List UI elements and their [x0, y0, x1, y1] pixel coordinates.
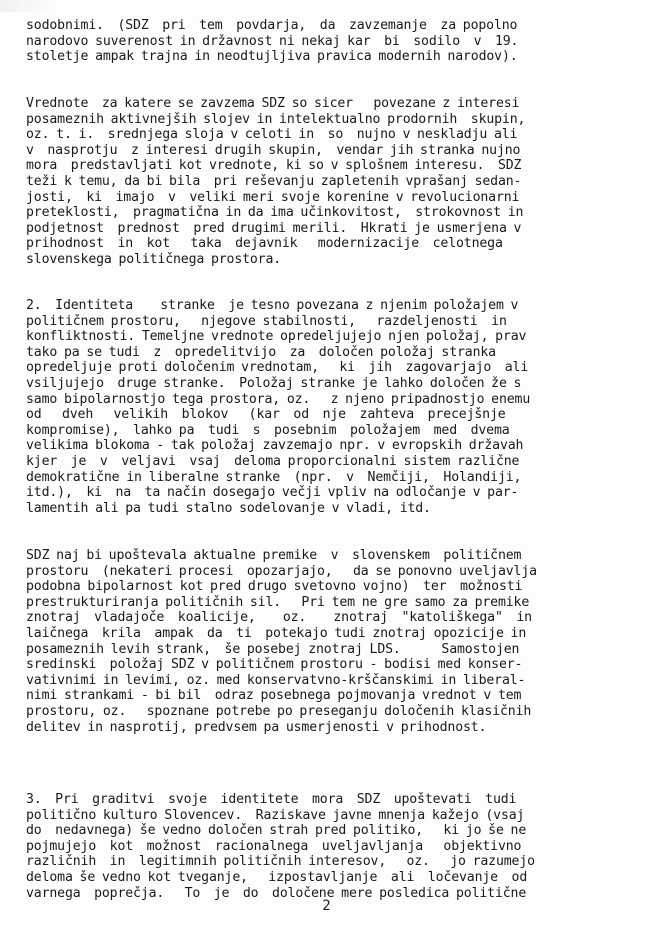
text-line: prostoru, oz. spoznane potrebe po preseganju določenih klasičnih	[26, 703, 532, 719]
text-line: preteklosti, pragmatična in da ima učinkovitost, strokovnost in	[26, 205, 524, 221]
text-line: nimi strankami - bi bil odraz posebnega pojmovanja vrednot v tem	[26, 688, 522, 704]
text-line: narodovo suverenost in državnost ni nekaj kar bi sodilo v 19.	[26, 33, 519, 49]
text-line: oz. t. i. srednjega sloja v celoti in so nujno v neskladju ali	[26, 127, 518, 143]
text-line: različnih in legitimnih političnih interesov, oz. jo razumejo	[26, 854, 535, 870]
text-line: konfliktnosti. Temeljne vrednote opredeljujejo njen položaj, prav	[26, 329, 527, 345]
text-line: vativnimi in levimi, oz. med konservatvno-krščanskimi in liberal-	[26, 672, 526, 688]
text-line: Vrednote za katere se zavzema SDZ so sicer povezane z interesi	[26, 96, 520, 111]
text-line: itd.), ki na ta način dosegajo večji vpliv na odločanje v par-	[26, 485, 519, 501]
text-line: prostoru (nekateri procesi opozarjajo, da se ponovno uveljavlja	[26, 563, 537, 579]
text-line: deloma še vedno kot tveganje, izpostavljanje ali ločevanje od	[26, 869, 528, 885]
paragraph-political-shifts	[26, 548, 636, 735]
text-line: znotraj vladajoče koalicije, oz. znotraj "katoliškega" in	[26, 610, 532, 626]
text-line: v nasprotju z interesi drugih skupin, vendar jih stranka nujno	[26, 142, 521, 158]
text-line: sredinski položaj SDZ v političnem prostoru - bodisi med konser-	[26, 657, 523, 673]
text-line: od dveh velikih blokov (kar od nje zahteva precejšnje	[26, 407, 506, 423]
scan-artifact	[0, 0, 60, 12]
text-line: tako pa se tudi z opredelitvijo za določen položaj stranka	[26, 344, 496, 360]
text-line: prihodnost in kot taka dejavnik modernizacije celotnega	[26, 236, 503, 252]
text-line: vsiljujejo druge stranke. Položaj stranke je lahko določen že s	[26, 375, 522, 391]
text-line: opredeljuje proti določenim vrednotam, ki jih zagovarjajo ali	[26, 360, 529, 376]
text-line: sodobnimi. (SDZ pri tem povdarja, da zavzemanje za popolno	[26, 18, 518, 33]
text-line: do nedavnega) še vedno določen strah pred politiko, ki jo še ne	[26, 823, 527, 839]
text-line: delitev in nasprotij, predvsem pa usmerjenosti v prihodnost.	[26, 719, 487, 735]
text-line: josti, ki imajo v veliki meri svoje korenine v revolucionarni	[26, 189, 520, 205]
text-line: 2. Identiteta stranke je tesno povezana z njenim položajem v	[26, 298, 519, 313]
text-line: varnega poprečja. To je do določene mere posledica politične	[26, 885, 527, 901]
text-line: prestrukturiranja političnih sil. Pri tem ne gre samo za premike	[26, 594, 530, 610]
text-line: laičnega krila ampak da ti potekajo tudi znotraj opozicije in	[26, 625, 527, 641]
paragraph-section-2	[26, 298, 636, 516]
text-line: lamentih ali pa tudi stalno sodelovanje v vladi, itd.	[26, 500, 431, 516]
text-line: podobna bipolarnost kot pred drugo svetovno vojno) ter možnosti	[26, 579, 523, 595]
text-line: političnem prostoru, njegove stabilnosti, razdeljenosti in	[26, 313, 507, 329]
text-line: velikima blokoma - tak položaj zavzemajo npr. v evropskih državah	[26, 438, 524, 454]
text-line: posameznih levih strank, še posebej znotraj LDS. Samostojen	[26, 641, 520, 657]
text-line: slovenskega političnega prostora.	[26, 251, 282, 267]
text-line: kompromise), lahko pa tudi s posebnim položajem med dvema	[26, 422, 510, 438]
text-line: posameznih aktivnejših slojev in intelektualno prodornih skupin,	[26, 111, 526, 127]
text-line: 3. Pri graditvi svoje identitete mora SDZ upoštevati tudi	[26, 792, 517, 807]
text-line: podjetnost prednost pred drugimi merili. Hkrati je usmerjena v	[26, 220, 522, 236]
text-line: politično kulturo Slovencev. Raziskave javne mnenja kažejo (vsaj	[26, 807, 525, 823]
paragraph-values	[26, 96, 636, 268]
text-line: pojmujejo kot možnost racionalnega uveljavljanja objektivno	[26, 838, 522, 854]
text-line: mora predstavljati kot vrednote, ki so v splošnem interesu. SDZ	[26, 158, 522, 174]
text-line: samo bipolarnostjo tega prostora, oz. z njeno pripadnostjo enemu	[26, 391, 531, 407]
paragraph-intro-continuation	[26, 18, 636, 65]
text-line: teži k temu, da bi bila pri reševanju zapletenih vprašanj sedan-	[26, 173, 522, 189]
text-line: demokratične in liberalne stranke (npr. v Nemčiji, Holandiji,	[26, 469, 522, 485]
text-line: stoletje ampak trajna in neodtujljiva pravica modernih narodov).	[26, 49, 518, 65]
page-number: 2	[322, 898, 331, 914]
paragraph-section-3	[26, 792, 636, 901]
text-line: SDZ naj bi upoštevala aktualne premike v slovenskem političnem	[26, 548, 522, 563]
text-line: kjer je v veljavi vsaj deloma proporcionalni sistem različne	[26, 453, 520, 469]
